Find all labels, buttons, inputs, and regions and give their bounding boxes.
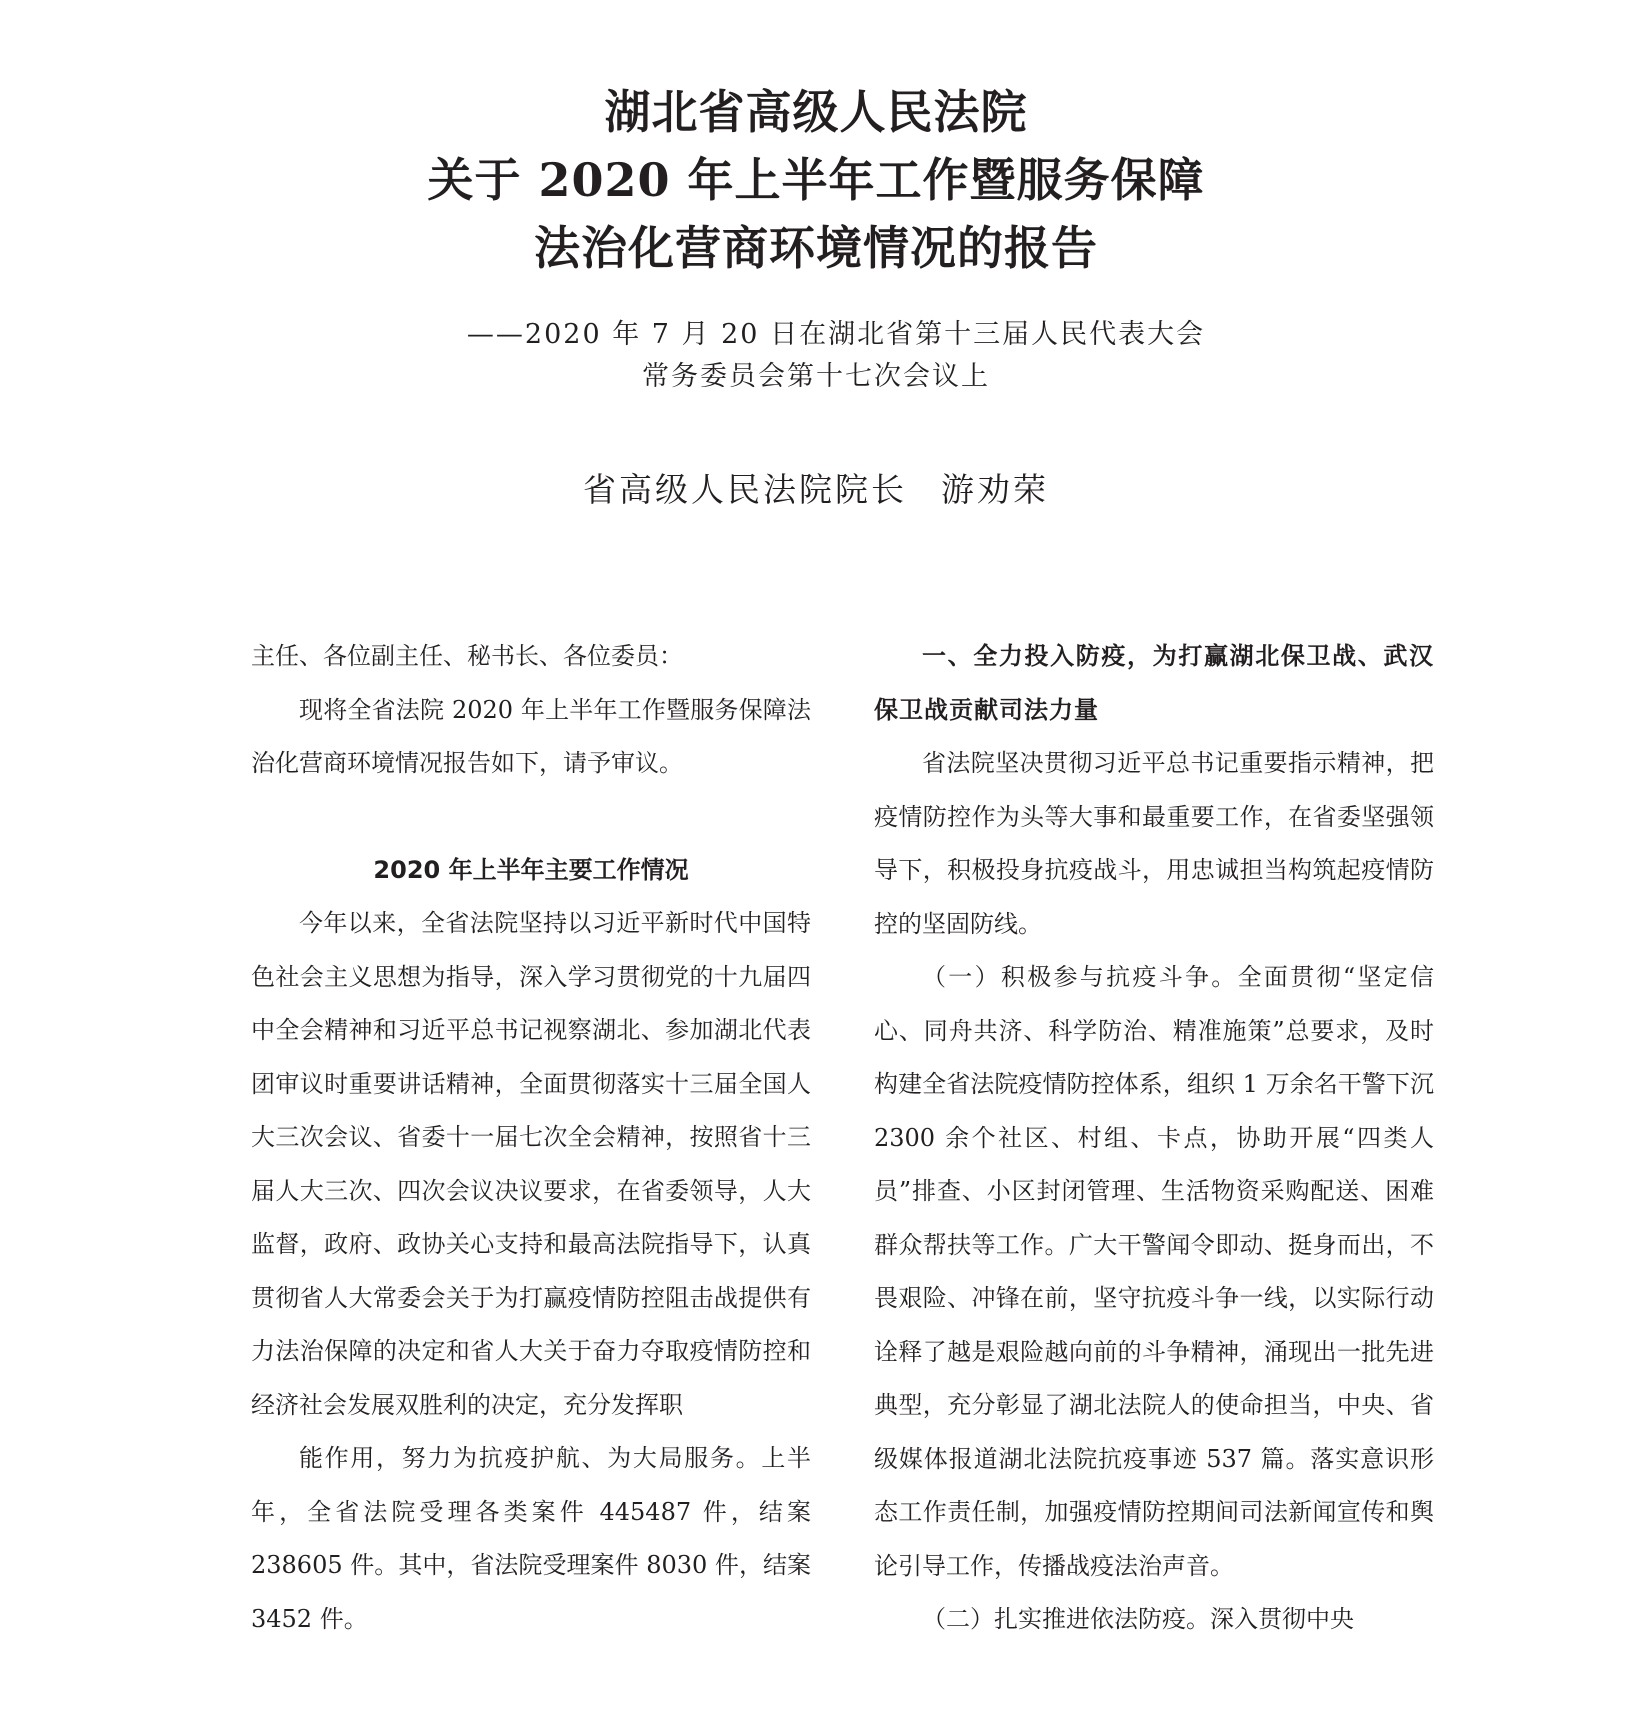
right-column xyxy=(874,630,1434,1647)
title-line-1: 湖北省高级人民法院 xyxy=(604,85,1028,139)
body-paragraph-1: 今年以来，全省法院坚持以习近平新时代中国特色社会主义思想为指导，深入学习贯彻党的十九届四中全会精神和习近平总书记视察湖北、参加湖北代表团审议时重要讲话精神，全面贯彻落实十三届全国人大三次会议、省委十一届七次全会精神，按照省十三届人大三次、四次会议决议要求，在省委领导，人大监督，政府、政协关心支持和最高法院指导下，认真贯彻省人大常委会关于为打赢疫情防控阻击战提供有力法治保障的决定和省人大关于奋力夺取疫情防控和经济社会发展双胜利的决定，充分发挥职 xyxy=(251,909,811,1419)
right-paragraph-3: （二）扎实推进依法防疫。深入贯彻中央 xyxy=(922,1605,1354,1633)
title-line-3: 法治化营商环境情况的报告 xyxy=(534,221,1098,275)
title-line-2: 关于 2020 年上半年工作暨服务保障 xyxy=(427,153,1205,207)
body-paragraph-2: 能作用，努力为抗疫护航、为大局服务。上半年，全省法院受理各类案件 445487 件，结案 238605 件。其中，省法院受理案件 8030 件，结案 3452 件。 xyxy=(251,1444,811,1633)
left-column xyxy=(251,630,811,1646)
salutation: 主任、各位副主任、秘书长、各位委员： xyxy=(251,642,683,670)
subtitle-line-1: ——2020 年 7 月 20 日在湖北省第十三届人民代表大会 xyxy=(466,319,1206,350)
subtitle-line-2: 常务委员会第十七次会议上 xyxy=(642,361,990,392)
right-paragraph-1: 省法院坚决贯彻习近平总书记重要指示精神，把疫情防控作为头等大事和最重要工作，在省委坚强领导下，积极投身抗疫战斗，用忠诚担当构筑起疫情防控的坚固防线。 xyxy=(874,749,1434,938)
report-subtitle xyxy=(0,314,1632,398)
intro-paragraph: 现将全省法院 2020 年上半年工作暨服务保障法治化营商环境情况报告如下，请予审议。 xyxy=(251,695,811,777)
author-name: 游劝荣 xyxy=(941,470,1049,509)
report-title xyxy=(0,78,1632,282)
section-spacer xyxy=(251,791,811,844)
author-position: 省高级人民法院院长 xyxy=(583,470,907,509)
author-byline xyxy=(0,466,1632,514)
right-paragraph-2: （一）积极参与抗疫斗争。全面贯彻“坚定信心、同舟共济、科学防治、精准施策”总要求，及时构建全省法院疫情防控体系，组织 1 万余名干警下沉 2300 余个社区、村组、卡点，协助开展“四类人员”排查、小区封闭管理、生活物资采购配送、困难群众帮扶等工作。广大干警闻令即动、挺身而出，不畏艰险、冲锋在前，坚守抗疫斗争一线，以实际行动诠释了越是艰险越向前的斗争精神，涌现出一批先进典型，充分彰显了湖北法院人的使命担当，中央、省级媒体报道湖北法院抗疫事迹 537 篇。落实意识形态工作责任制，加强疫情防控期间司法新闻宣传和舆论引导工作，传播战疫法治声音。 xyxy=(874,963,1434,1580)
section-heading: 2020 年上半年主要工作情况 xyxy=(373,855,689,884)
section-one-heading: 一、全力投入防疫，为打赢湖北保卫战、武汉保卫战贡献司法力量 xyxy=(874,642,1434,724)
